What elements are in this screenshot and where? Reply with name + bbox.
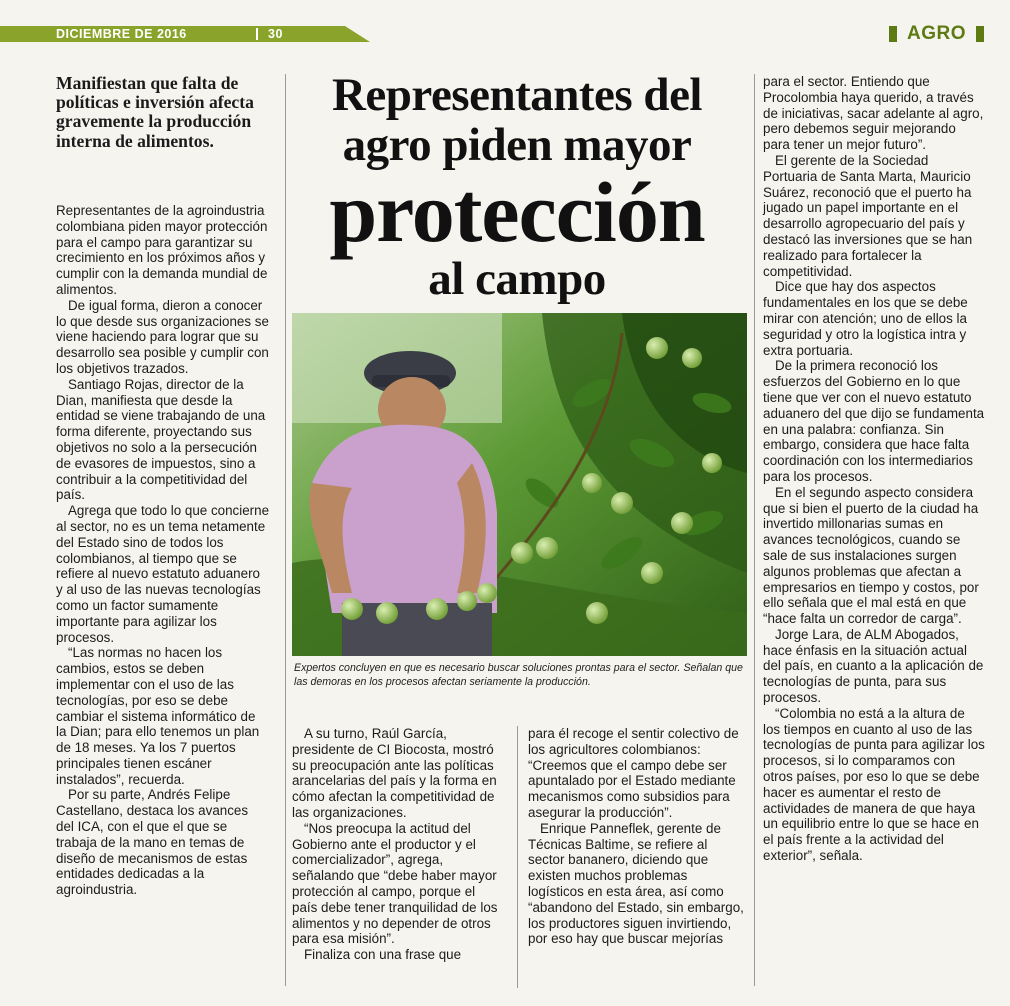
header-divider bbox=[256, 28, 258, 40]
photo-farmer-passion-fruit-icon bbox=[292, 313, 747, 656]
section-square-right-icon bbox=[976, 26, 984, 42]
issue-date: DICIEMBRE DE 2016 bbox=[56, 27, 187, 41]
section-tag bbox=[889, 24, 984, 44]
headline-line-2: agro piden mayor bbox=[342, 119, 692, 171]
page-number: 30 bbox=[268, 27, 283, 41]
paragraph: “Colombia no está a la altura de los tiempos en cuanto al uso de las tecnologías de punta para agilizar los procesos, si lo comparamos con otros países, por eso lo que se debe hacer es aumentar el resto de actividades de manera de que haya un equilibrio entre lo que se hace en el país frente a la actividad del exterior”, señala. bbox=[763, 705, 985, 864]
column-rule-left bbox=[285, 74, 286, 986]
paragraph: Enrique Panneflek, gerente de Técnicas Baltime, se refiere al sector bananero, diciendo que existen muchos problemas logísticos en esta área, así como “abandono del Estado, sin embargo, los productores siguen invirtiendo, por eso hay que buscar mejorías bbox=[528, 820, 744, 947]
body-column-3 bbox=[528, 726, 746, 947]
paragraph: En el segundo aspecto considera que si bien el puerto de la ciudad ha invertido millonarias sumas en avances tecnológicos, cuando se sale de sus instalaciones surgen algunos problemas que afectan a empresarios en tiempo y costos, por ello señala que el mal está en que “hace falta un corredor de carga”. bbox=[763, 484, 979, 627]
body-column-2 bbox=[292, 726, 502, 963]
paragraph: Dice que hay dos aspectos fundamentales en los que se debe mirar con atención; uno de ellos la seguridad y otro la logística intra y extra portuaria. bbox=[763, 279, 968, 358]
paragraph: “Nos preocupa la actitud del Gobierno ante el productor y el comercializador”, agrega, señalando que “debe haber mayor protección al campo, porque el país debe tener tranquilidad de los alimentos y no depender de otros para esa misión”. bbox=[292, 820, 498, 947]
paragraph: Jorge Lara, de ALM Abogados, hace énfasis en la situación actual del país, en cuanto a la aplicación de tecnologías de punta, para sus procesos. bbox=[763, 626, 984, 706]
column-rule-right bbox=[754, 74, 755, 986]
column-rule-bottom-middle bbox=[517, 726, 518, 988]
paragraph: De la primera reconoció los esfuerzos del Gobierno en lo que tiene que ver con el nuevo estatuto aduanero del que dijo se fundamenta en una palabra: confianza. Sin embargo, considera que hace falta coordinación con los intermediarios para los procesos. bbox=[763, 358, 985, 484]
headline-line-3: protección bbox=[329, 164, 705, 260]
photo-caption: Expertos concluyen en que es necesario buscar soluciones prontas para el sector. Señalan que las demoras en los procesos afectan seriamente la producción. bbox=[294, 662, 743, 688]
paragraph: para él recoge el sentir colectivo de los agricultores colombianos: “Creemos que el campo debe ser apuntalado por el Estado mediante mecanismos como subsidios para asegurar la producción”. bbox=[528, 726, 739, 820]
headline-line-1: Representantes del bbox=[331, 69, 702, 121]
lede-summary: Manifiestan que falta de políticas e inversión afecta gravemente la producción interna de alimentos. bbox=[56, 73, 254, 151]
paragraph: para el sector. Entiendo que Procolombia haya querido, a través de iniciativas, sacar adelante al agro, pero debemos seguir mejorando para tener un mejor futuro”. bbox=[763, 74, 984, 153]
article-headline bbox=[287, 70, 747, 304]
paragraph: A su turno, Raúl García, presidente de CI Biocosta, mostró su preocupación ante las políticas arancelarias del país y la forma en cómo afectan la competitividad de las organizaciones. bbox=[292, 726, 497, 820]
body-column-4 bbox=[763, 74, 985, 864]
section-square-left-icon bbox=[889, 26, 897, 42]
paragraph: Finaliza con una frase que bbox=[304, 947, 462, 963]
paragraph: Santiago Rojas, director de la Dian, manifiesta que desde la entidad se viene trabajando de una forma diferente, proyectando sus objetivos no solo a la persecución de evasores de impuestos, sino a contribuir a la competitividad del país. bbox=[56, 376, 266, 503]
section-label: AGRO bbox=[907, 23, 966, 44]
paragraph: Por su parte, Andrés Felipe Castellano, destaca los avances del ICA, con el que el que se trabaja de la mano en temas de diseño de mecanismos de estas entidades dedicadas a la agroindustria. bbox=[56, 787, 249, 898]
paragraph: El gerente de la Sociedad Portuaria de Santa Marta, Mauricio Suárez, reconoció que el puerto ha jugado un papel importante en el desarrollo agropecuario del país y destacó las inversiones que se han realizado para fortalecer la competitividad. bbox=[763, 152, 973, 279]
paragraph: Representantes de la agroindustria colombiana piden mayor protección para el campo para garantizar su crecimiento en los próximos años y cumplir con la demanda mundial de alimentos. bbox=[56, 203, 268, 297]
body-column-1 bbox=[56, 203, 269, 898]
paragraph: De igual forma, dieron a conocer lo que desde sus organizaciones se viene haciendo para lograr que su desarrollo sea posible y cumplir con los objetivos trazados. bbox=[56, 297, 269, 376]
article-photo bbox=[292, 313, 747, 656]
paragraph: Agrega que todo lo que concierne al sector, no es un tema netamente del Estado sino de todos los colombianos, al tiempo que se refiere al nuevo estatuto aduanero y al uso de las nuevas tecnologías como un factor sumamente importante para agilizar los procesos. bbox=[56, 503, 270, 645]
paragraph: “Las normas no hacen los cambios, estos se deben implementar con el uso de las tecnologías, por eso se debe cambiar el sistema informático de la Dian; para ello tenemos un plan de 18 meses. Ya los 7 puertos principales tienen escáner instalados”, recuerda. bbox=[56, 645, 260, 787]
headline-line-4: al campo bbox=[428, 253, 606, 305]
